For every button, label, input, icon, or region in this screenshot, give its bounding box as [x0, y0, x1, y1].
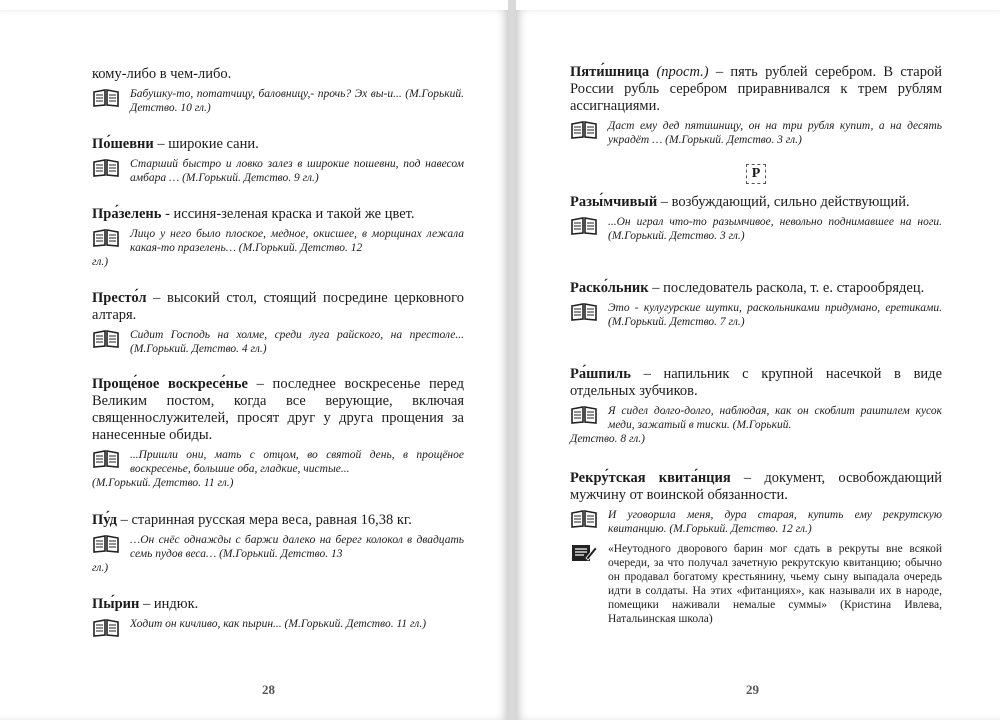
dictionary-entry: [570, 64, 942, 147]
dictionary-entry: [92, 136, 464, 185]
quote-row: [92, 227, 464, 255]
quote-row: [570, 301, 942, 329]
entry-definition: – пять рублей серебром. В старой России рубль серебром приравнивался к трем рублям ассигнациями.: [570, 64, 942, 114]
page-number: 29: [746, 682, 759, 697]
note-row: [570, 542, 942, 626]
entry-definition: – последователь раскола, т. е. старообрядец.: [648, 280, 925, 296]
open-book-icon: [570, 405, 598, 425]
quote-row: [92, 87, 464, 115]
entry-term: Разы́мчивый: [570, 194, 658, 210]
entry-term: Рекру́тская квита́нция: [570, 470, 731, 486]
open-book-icon: [570, 216, 598, 236]
entry-definition: – старинная русская мера веса, равная 16,38 кг.: [116, 512, 412, 528]
note-text: «Неутодного дворового барин мог сдать в рекруты вне всякой очереди, за что получал зачетную рекрутскую квитанцию; обычно он продавал богатому крестьянину, чьему сыну выпадала очередь идти в солдаты. На этих «фитанциях», как называли их в народе, помещики наживали немалые суммы» (Кристина Ивлева, Натальинская школа): [608, 543, 942, 625]
entry-term: Раско́льник: [570, 280, 649, 296]
quote-row: [92, 448, 464, 476]
notepad-pen-icon: [570, 543, 598, 563]
dictionary-entry: [92, 290, 464, 356]
quote-text: Даст ему дед пятишницу, он на три рубля купит, а на десять украдёт … (М.Горький. Детство. 3 гл.): [608, 120, 942, 146]
quote-text: …Он снёс однажды с баржи далеко на берег колокол в двадцать семь пудов веса… (М.Горький. Детство. 13: [130, 534, 464, 560]
quote-text: ...Он играл что-то разымчивое, невольно поднимавшее на ноги. (М.Горький. Детство. 3 гл.): [608, 216, 942, 242]
open-book-icon: [92, 449, 120, 469]
quote-text: Сидит Господь на холме, среди луга райского, на престоле... (М.Горький. Детство. 4 гл.): [130, 329, 464, 355]
quote-row: [570, 215, 942, 243]
quote-tail: Детство. 8 гл.): [570, 433, 646, 445]
quote-text: ...Пришли они, мать с отцом, во святой день, в прощёное воскресенье, большие оба, гладкие, чистые...: [130, 449, 464, 475]
entry-definition: – документ, освобождающий мужчину от воинской обязанности.: [570, 470, 942, 503]
book-gutter: [508, 0, 516, 720]
entry-definition: - иссиня-зеленая краска и такой же цвет.: [161, 206, 415, 222]
open-book-icon: [92, 88, 120, 108]
page-number: 28: [262, 682, 275, 697]
dictionary-entry: [92, 596, 464, 638]
dictionary-entry: [570, 470, 942, 626]
entry-term: Проще́ное воскресе́нье: [92, 376, 248, 392]
entry-definition: – высокий стол, стоящий посредине церковного алтаря.: [92, 290, 464, 323]
quote-text: Старший быстро и ловко залез в широкие пошевни, под навесом амбара … (М.Горький. Детство. 9 гл.): [130, 158, 464, 184]
quote-tail: гл.): [92, 256, 109, 268]
entry-definition: – широкие сани.: [153, 136, 259, 152]
entry-grammar-note: (прост.): [649, 64, 709, 80]
open-book-icon: [570, 302, 598, 322]
continued-definition: кому-либо в чем-либо.: [92, 66, 232, 82]
open-book-icon: [92, 534, 120, 554]
entry-term: Пы́рин: [92, 596, 140, 612]
entry-term: Престо́л: [92, 290, 147, 306]
left-page: [0, 10, 508, 720]
quote-text: Я сидел долго-долго, наблюдая, как он скоблит рашпилем кусок меди, зажатый в тиски. (М.Горький.: [608, 405, 942, 431]
section-letter: Р: [746, 164, 766, 184]
quote-text: Лицо у него было плоское, медное, окисшее, в морщинах лежала какая-то празелень… (М.Горький. Детство. 12: [130, 228, 464, 254]
open-book-icon: [92, 158, 120, 178]
quote-text: Ходит он кичливо, как пырин... (М.Горький. Детство. 11 гл.): [130, 618, 427, 630]
entry-definition: – напильник с крупной насечкой в виде отдельных зубчиков.: [570, 366, 942, 399]
open-book-icon: [92, 618, 120, 638]
right-page: [516, 10, 1000, 720]
quote-row: [92, 533, 464, 561]
entry-definition: – возбуждающий, сильно действующий.: [657, 194, 910, 210]
open-book-icon: [92, 228, 120, 248]
entry-term: Пяти́шница: [570, 64, 650, 80]
quote-tail: гл.): [92, 562, 109, 574]
quote-row: [92, 328, 464, 356]
dictionary-entry: [92, 206, 464, 269]
open-book-icon: [92, 329, 120, 349]
entry-term: Пра́зелень: [92, 206, 162, 222]
dictionary-entry: [92, 512, 464, 575]
dictionary-entry: [570, 280, 942, 329]
continued-entry: [92, 66, 464, 115]
dictionary-entry: [570, 366, 942, 446]
entry-definition: – индюк.: [139, 596, 199, 612]
quote-row: [92, 617, 464, 638]
dictionary-entry: [92, 376, 464, 490]
quote-text: Это - кулугурские шутки, раскольниками придумано, еретиками. (М.Горький. Детство. 7 гл.): [608, 302, 942, 328]
quote-tail: (М.Горький. Детство. 11 гл.): [92, 477, 234, 489]
quote-row: [570, 404, 942, 432]
entry-term: Пу́д: [92, 512, 117, 528]
dictionary-entry: [570, 194, 942, 243]
open-book-icon: [570, 120, 598, 140]
quote-row: [570, 508, 942, 536]
quote-text: Бабушку-то, потатчицу, баловницу,- прочь? Эх вы-и... (М.Горький. Детство. 10 гл.): [130, 88, 464, 114]
entry-term: По́шевни: [92, 136, 154, 152]
entry-definition: – последнее воскресенье перед Великим постом, когда все верующие, включая священнослужителей, просят друг у друга прощения за нанесенные обиды.: [92, 376, 465, 443]
open-book-icon: [570, 509, 598, 529]
entry-term: Ра́шпиль: [570, 366, 631, 382]
quote-text: И уговорила меня, дура старая, купить ему рекрутскую квитанцию. (М.Горький. Детство. 12 гл.): [608, 509, 942, 535]
quote-row: [570, 119, 942, 147]
quote-row: [92, 157, 464, 185]
